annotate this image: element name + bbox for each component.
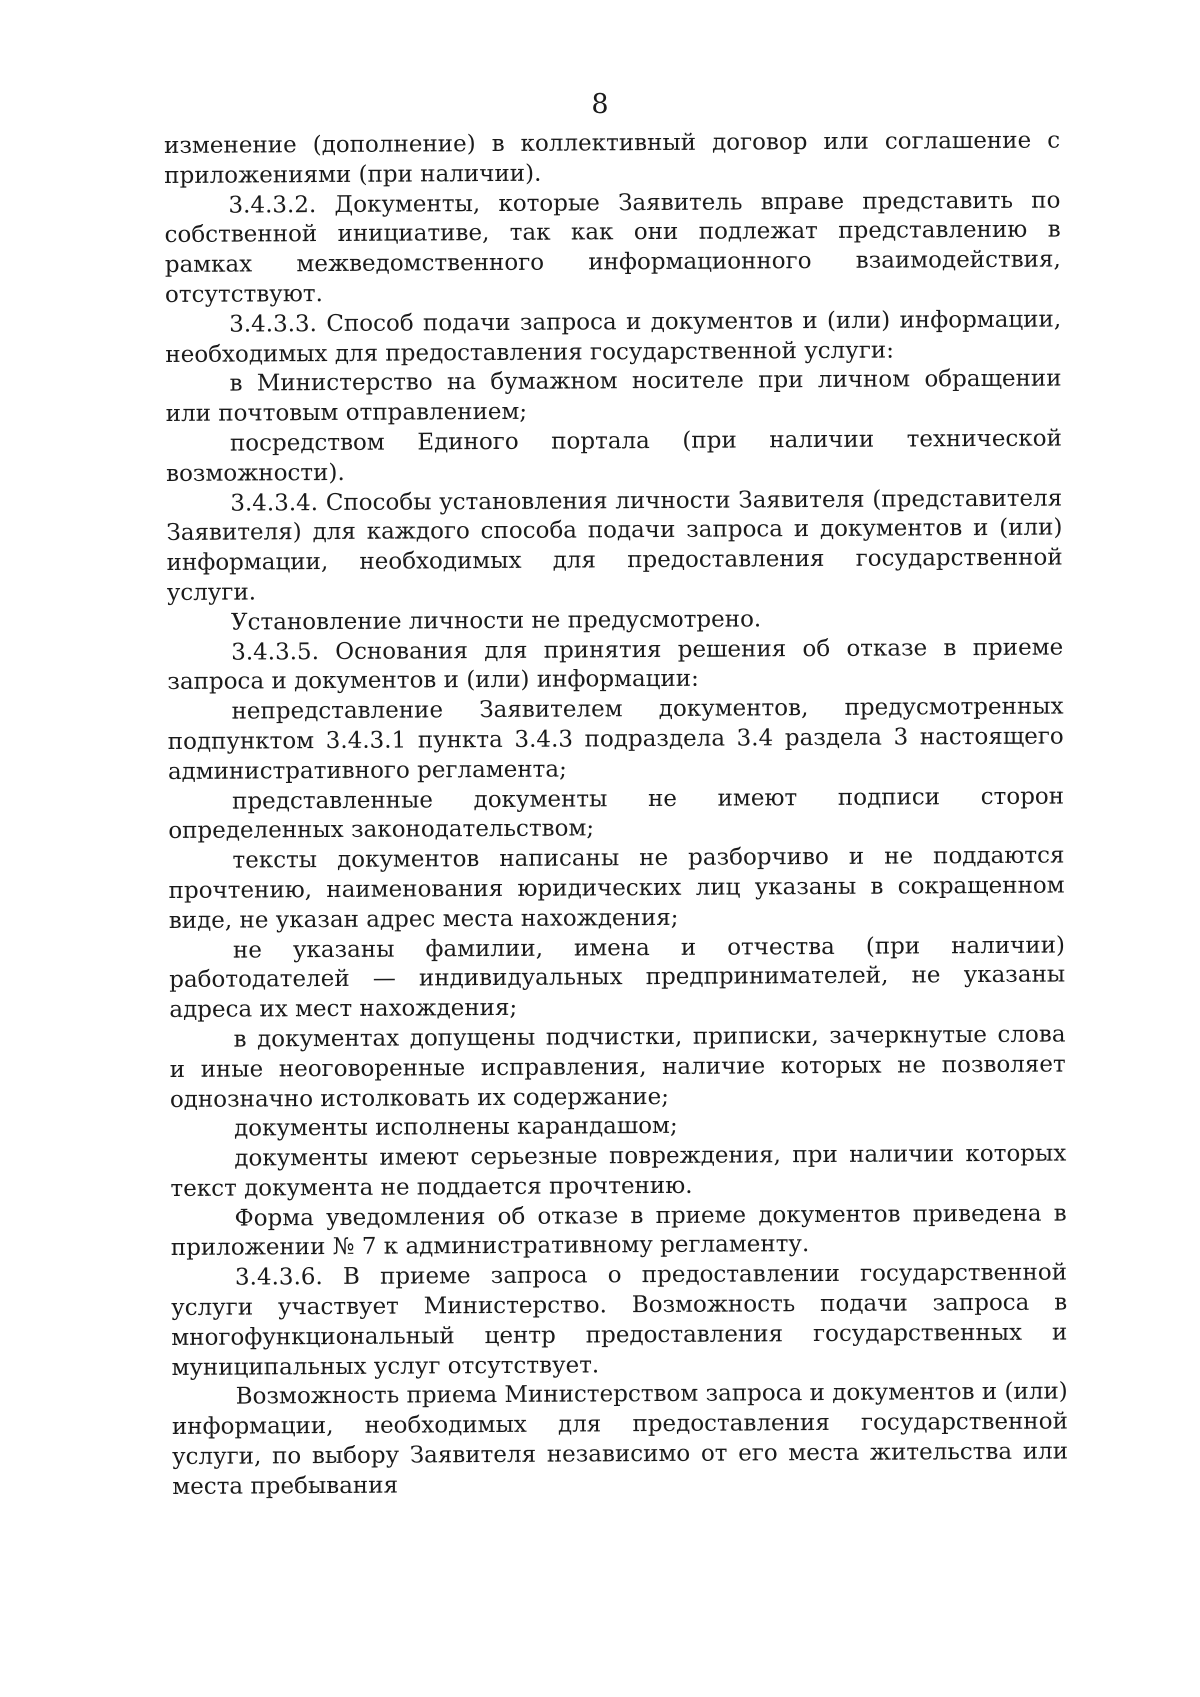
paragraph: Установление личности не предусмотрено. [230,606,762,636]
body-text [164,127,1068,1503]
paragraph: документы имеют серьезные повреждения, при наличии которых текст документа не поддается прочтению. [170,1140,1067,1202]
paragraph: 3.4.3.2. Документы, которые Заявитель вправе представить по собственной инициативе, так как они подлежат представлению в рамках межведомственного информационного взаимодействия, отсутствуют. [164,187,1061,308]
paragraph: в документах допущены подчистки, приписки, зачеркнутые слова и иные неоговоренные исправления, наличие которых не позволяет однозначно истолковать их содержание; [169,1021,1066,1113]
paragraph: представленные документы не имеют подписи сторон определенных законодательством; [168,783,1065,845]
paragraph: Возможность приема Министерством запроса и документов и (или) информации, необходимых для предоставления государственной услуги, по выбору Заявителя независимо от его места жительства или места пребывания [171,1378,1069,1500]
paragraph: посредством Единого портала (при наличии технической возможности). [166,425,1062,487]
paragraph: не указаны фамилии, имена и отчества (при наличии) работодателей — индивидуальных предпринимателей, не указаны адреса их мест нахождения; [169,932,1066,1024]
page-number: 8 [591,89,609,120]
paragraph: 3.4.3.4. Способы установления личности Заявителя (представителя Заявителя) для каждого способа подачи запроса и документов и (или) информации, необходимых для предоставления государственной услуги. [166,485,1063,606]
paragraph: документы исполнены карандашом; [234,1113,678,1142]
paragraph: 3.4.3.3. Способ подачи запроса и документов и (или) информации, необходимых для предоставления государственной услуги: [165,306,1062,368]
paragraph: 3.4.3.5. Основания для принятия решения об отказе в приеме запроса и документов и (или) информации: [167,634,1064,696]
paragraph: в Министерство на бумажном носителе при личном обращении или почтовым отправлением; [165,365,1062,428]
paragraph: изменение (дополнение) в коллективный договор или соглашение с приложениями (при наличии). [164,127,1061,189]
paragraph: непредставление Заявителем документов, предусмотренных подпунктом 3.4.3.1 пункта 3.4.3 подраздела 3.4 раздела 3 настоящего административного регламента; [167,693,1064,785]
paragraph: 3.4.3.6. В приеме запроса о предоставлении государственной услуги участвует Министерство. Возможность подачи запроса в многофункциональный центр предоставления государственных и муниципальных услуг отсутствует. [171,1259,1068,1381]
paragraph: Форма уведомления об отказе в приеме документов приведена в приложении № 7 к административному регламенту. [170,1200,1067,1262]
paragraph: тексты документов написаны не разборчиво и не поддаются прочтению, наименования юридических лиц указаны в сокращенном виде, не указан адрес места нахождения; [168,842,1065,934]
